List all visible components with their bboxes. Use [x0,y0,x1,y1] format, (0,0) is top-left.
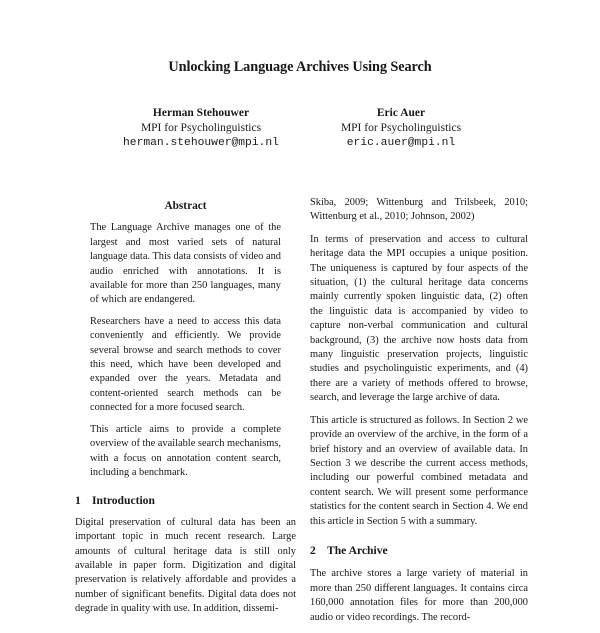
right-column [310,196,528,633]
author-affiliation: MPI for Psycholinguistics [140,122,262,134]
left-column [75,199,296,617]
abstract-paragraph: This article aims to provide a complete overview of the available search mechanisms, with a focus on annotation content search, including a benchmark. [90,423,281,478]
section-number: 2 [310,543,316,557]
author-affiliation: MPI for Psycholinguistics [340,122,462,134]
author-email: herman.stehouwer@mpi.nl [123,137,279,149]
body-paragraph: In terms of preservation and access to cultural heritage data the MPI occupies a unique position. The uniqueness is captured by four aspects of the situation, (1) the cultural heritage data concerns mainly currently spoken linguistic data, (2) often the linguistic data is accompanied by video to capture non-verbal communication and cultural background, (3) the archive now hosts data from many linguistic preservation projects, linguistic studies and psycholinguistic experiments, and (4) there are a variety of methods offered to browse, search, and leverage the large archive of data. [310,233,528,404]
abstract-body [90,221,281,480]
body-paragraph: The archive stores a large variety of material in more than 250 different languages. It contains circa 160,000 annotation files for more than 200,000 audio or video recordings. The record- [310,568,528,623]
section-heading-introduction [75,494,296,508]
body-paragraph-continuation: Skiba, 2009; Wittenburg and Trilsbeek, 2010; Wittenburg et al., 2010; Johnson, 2002) [310,197,528,223]
section-number: 1 [75,494,81,508]
author-block-auer [281,106,521,151]
section-heading-archive [310,544,528,558]
section-title: Introduction [92,494,155,508]
abstract-heading: Abstract [164,200,207,212]
section-title: The Archive [327,543,388,557]
author-email: eric.auer@mpi.nl [346,137,456,149]
author-name: Eric Auer [376,107,426,119]
paper-title: Unlocking Language Archives Using Search [168,59,432,75]
abstract-paragraph: The Language Archive manages one of the largest and most varied sets of natural language data. This data consists of video and audio enriched with annotations. It is available for more than 250 languages, many of which are endangered. [90,222,281,306]
author-name: Herman Stehouwer [152,107,250,119]
body-paragraph: This article is structured as follows. In Section 2 we provide an overview of the archive, in the form of a brief history and an overview of available data. In Section 3 we describe the current access methods, including our powerful combined metadata and content search. We will present some performance statistics for the content search in Section 4. We end this article in Section 5 with a summary. [310,414,528,527]
abstract-paragraph: Researchers have a need to access this data conveniently and efficiently. We provide several browse and search methods to cover this need, which have been developed and expanded over the years. Metadata and content-oriented search methods can be connected for a more focused search. [90,315,281,414]
body-paragraph: Digital preservation of cultural data has been an important topic in much recent research. Large amounts of cultural heritage data is still only available in paper form. Digitization and digital preservation is relatively affordable and provides a number of significant benefits. Digital data does not degrade in quality with use. In addition, dissemi- [75,516,296,615]
